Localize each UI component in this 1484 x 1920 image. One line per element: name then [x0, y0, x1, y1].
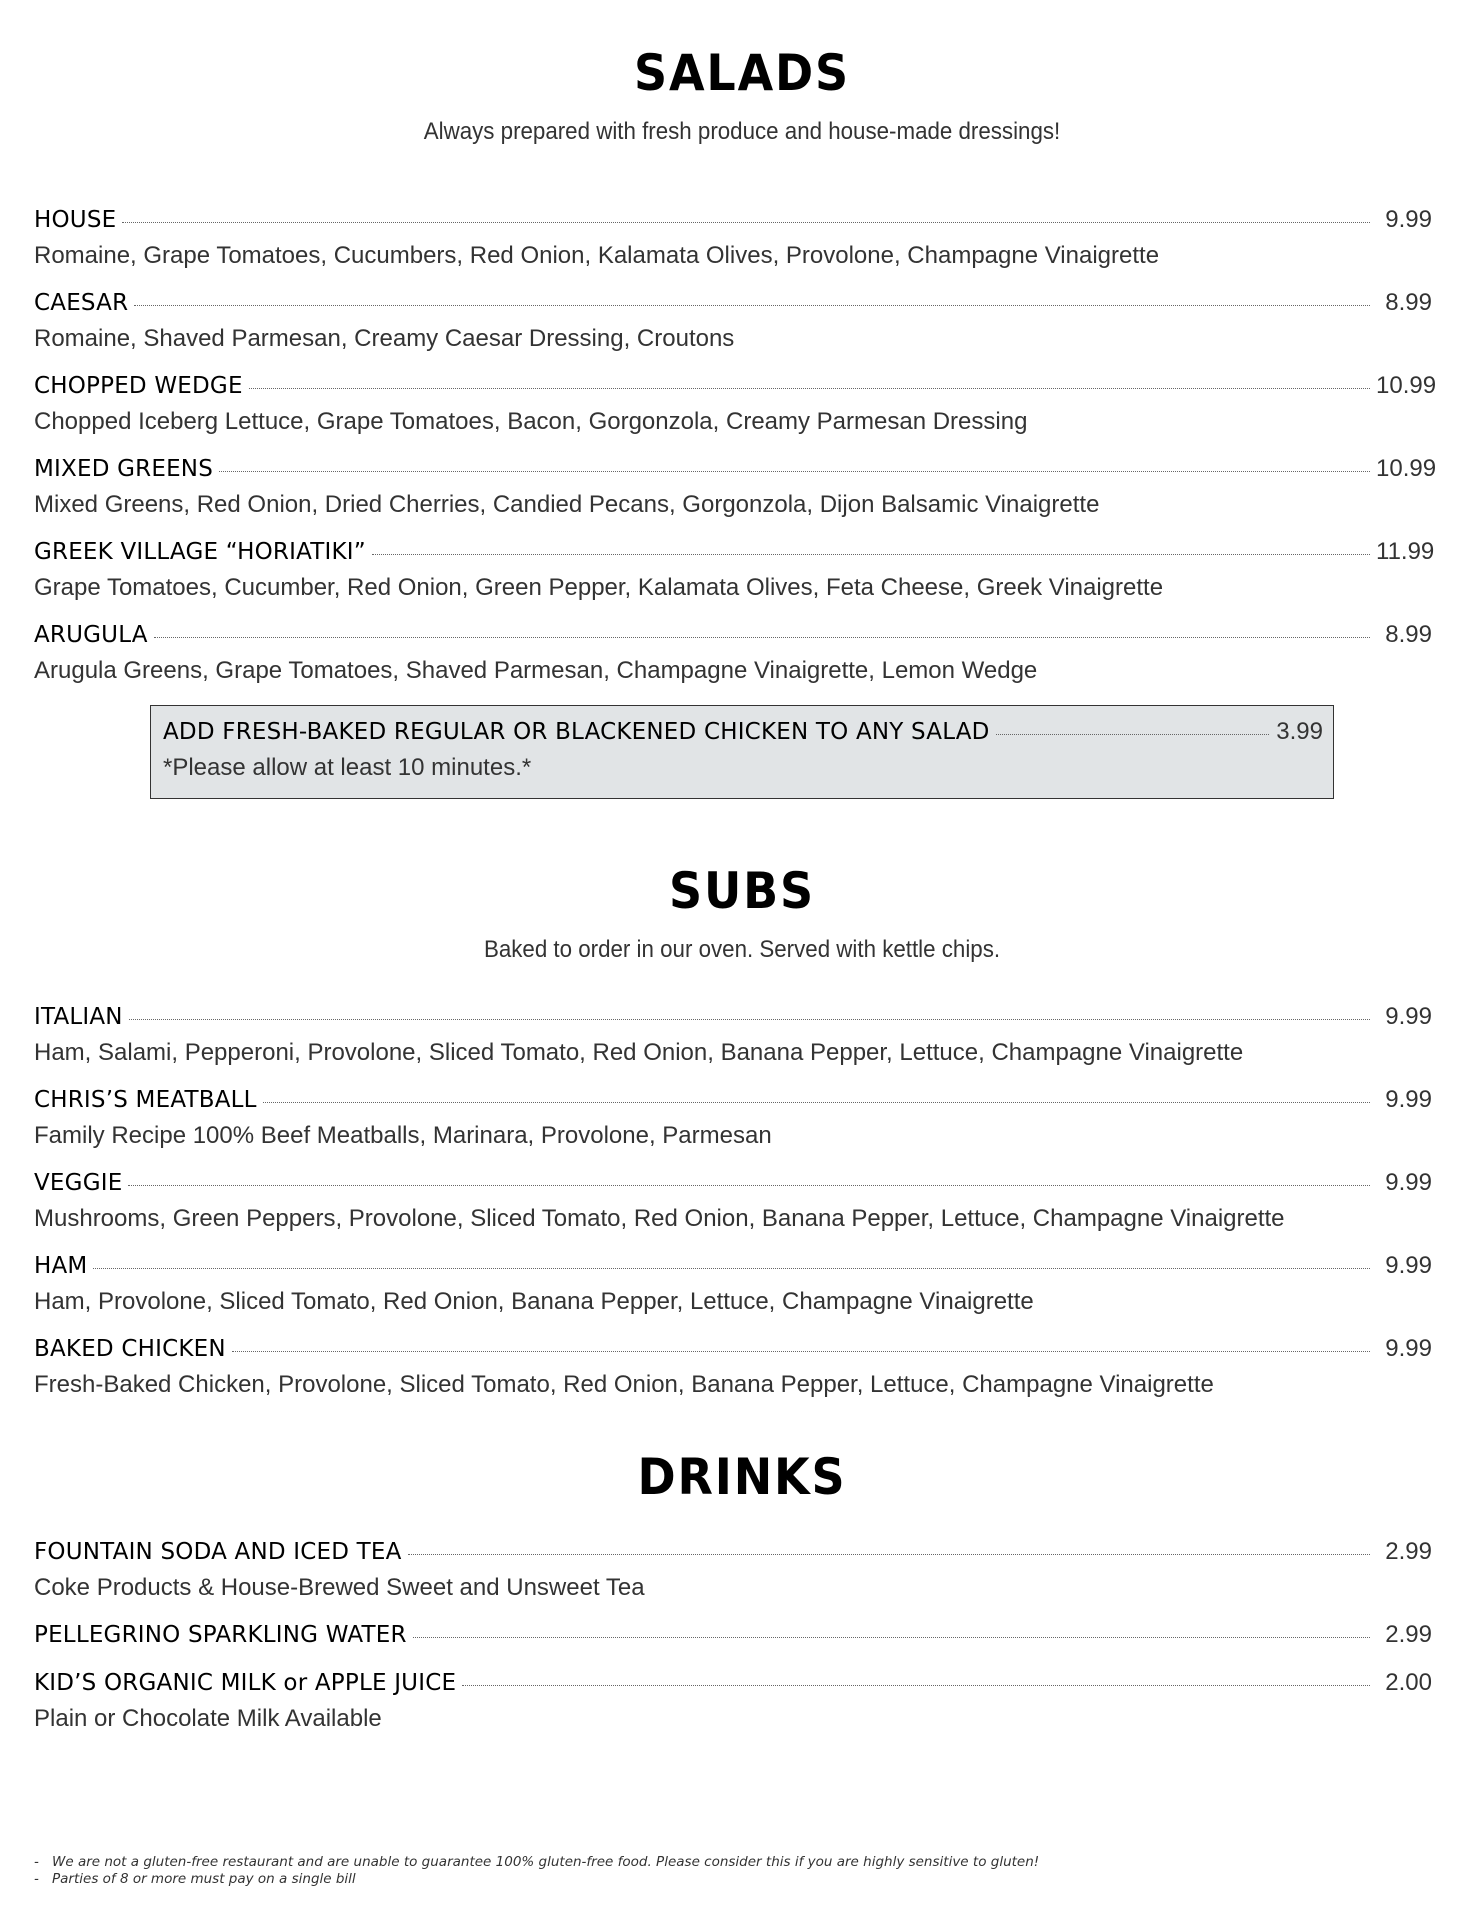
addon-name: ADD FRESH-BAKED REGULAR OR BLACKENED CHICKEN TO ANY SALAD	[163, 719, 990, 745]
dot-leader	[462, 1684, 1370, 1686]
footer-notes	[34, 1853, 1039, 1887]
item-description: Ham, Provolone, Sliced Tomato, Red Onion, Banana Pepper, Lettuce, Champagne Vinaigrette	[34, 1288, 1034, 1315]
menu-item-italian	[34, 1003, 1432, 1065]
item-name: GREEK VILLAGE “HORIATIKI”	[34, 539, 366, 565]
dot-leader	[249, 387, 1370, 389]
menu-item-greek-village	[34, 538, 1435, 601]
dot-leader	[372, 553, 1370, 555]
item-name: CHRIS’S MEATBALL	[34, 1087, 257, 1113]
item-name: MIXED GREENS	[34, 456, 214, 482]
menu-item-ham	[34, 1252, 1432, 1314]
footer-note	[34, 1870, 1039, 1887]
item-price: 11.99	[1376, 538, 1435, 565]
item-name: CAESAR	[34, 290, 129, 316]
item-price: 9.99	[1385, 1169, 1432, 1196]
bullet-mark: -	[34, 1853, 39, 1870]
item-price: 9.99	[1385, 1086, 1432, 1113]
dot-leader	[219, 470, 1370, 472]
item-price: 2.99	[1385, 1621, 1432, 1648]
item-description: Romaine, Grape Tomatoes, Cucumbers, Red Onion, Kalamata Olives, Provolone, Champagne Vinaigrette	[34, 242, 1160, 269]
item-description: Chopped Iceberg Lettuce, Grape Tomatoes, Bacon, Gorgonzola, Creamy Parmesan Dressing	[34, 408, 1028, 435]
dot-leader	[128, 1184, 1370, 1186]
menu-item-kids-milk-juice	[34, 1669, 1432, 1731]
item-description: Family Recipe 100% Beef Meatballs, Marinara, Provolone, Parmesan	[34, 1122, 772, 1149]
dot-leader	[154, 636, 1370, 638]
item-name: ARUGULA	[34, 622, 148, 648]
dot-leader	[93, 1267, 1370, 1269]
dot-leader	[263, 1101, 1370, 1103]
chicken-addon-box	[150, 705, 1334, 799]
menu-item-baked-chicken	[34, 1335, 1432, 1397]
menu-item-mixed-greens	[34, 455, 1437, 518]
menu-item-arugula	[34, 621, 1432, 683]
salads-title: SALADS	[634, 44, 850, 102]
dot-leader	[408, 1553, 1370, 1555]
addon-note: *Please allow at least 10 minutes.*	[163, 754, 532, 781]
item-price: 9.99	[1385, 1252, 1432, 1279]
menu-item-house	[34, 206, 1432, 268]
item-name: PELLEGRINO SPARKLING WATER	[34, 1622, 407, 1648]
item-description: Arugula Greens, Grape Tomatoes, Shaved Parmesan, Champagne Vinaigrette, Lemon Wedge	[34, 657, 1038, 684]
subs-title: SUBS	[668, 862, 816, 920]
subs-header	[0, 862, 1484, 963]
dot-leader	[232, 1350, 1370, 1352]
item-price: 10.99	[1376, 372, 1437, 399]
footer-note-text: We are not a gluten-free restaurant and are unable to guarantee 100% gluten-free food. Please consider this if you are highly sensitive to gluten!	[52, 1853, 1040, 1870]
menu-item-chopped-wedge	[34, 372, 1437, 435]
drinks-title: DRINKS	[637, 1448, 847, 1506]
item-description: Coke Products & House-Brewed Sweet and Unsweet Tea	[34, 1574, 645, 1601]
dot-leader	[129, 1018, 1370, 1020]
item-price: 9.99	[1385, 206, 1432, 233]
dot-leader	[122, 221, 1370, 223]
salads-subtitle: Always prepared with fresh produce and house-made dressings!	[423, 118, 1061, 145]
bullet-mark: -	[34, 1870, 39, 1887]
item-price: 8.99	[1385, 621, 1432, 648]
item-description: Romaine, Shaved Parmesan, Creamy Caesar Dressing, Croutons	[34, 325, 735, 352]
subs-subtitle: Baked to order in our oven. Served with kettle chips.	[483, 936, 1001, 963]
item-description: Fresh-Baked Chicken, Provolone, Sliced Tomato, Red Onion, Banana Pepper, Lettuce, Champagne Vinaigrette	[34, 1371, 1214, 1398]
item-name: KID’S ORGANIC MILK or APPLE JUICE	[34, 1670, 457, 1696]
item-description: Ham, Salami, Pepperoni, Provolone, Sliced Tomato, Red Onion, Banana Pepper, Lettuce, Champagne Vinaigrette	[34, 1039, 1244, 1066]
item-price: 2.00	[1385, 1669, 1432, 1696]
salads-header	[0, 44, 1484, 145]
item-name: CHOPPED WEDGE	[34, 373, 243, 399]
item-name: BAKED CHICKEN	[34, 1336, 226, 1362]
item-price: 9.99	[1385, 1335, 1432, 1362]
dot-leader	[996, 733, 1269, 735]
dot-leader	[134, 304, 1370, 306]
item-price: 2.99	[1385, 1538, 1432, 1565]
item-name: FOUNTAIN SODA AND ICED TEA	[34, 1539, 402, 1565]
menu-item-veggie	[34, 1169, 1432, 1231]
item-name: VEGGIE	[34, 1170, 123, 1196]
item-price: 8.99	[1385, 289, 1432, 316]
addon-price: 3.99	[1276, 718, 1323, 745]
menu-item-caesar	[34, 289, 1432, 351]
menu-item-pellegrino	[34, 1621, 1432, 1655]
item-price: 10.99	[1376, 455, 1437, 482]
footer-note	[34, 1853, 1039, 1870]
menu-item-chris-meatball	[34, 1086, 1432, 1148]
item-name: HAM	[34, 1253, 88, 1279]
dot-leader	[413, 1636, 1370, 1638]
menu-item-fountain-soda	[34, 1538, 1432, 1600]
item-price: 9.99	[1385, 1003, 1432, 1030]
item-description: Mushrooms, Green Peppers, Provolone, Sliced Tomato, Red Onion, Banana Pepper, Lettuce, Champagne Vinaigrette	[34, 1205, 1285, 1232]
footer-note-text: Parties of 8 or more must pay on a single bill	[52, 1870, 356, 1887]
item-name: ITALIAN	[34, 1004, 123, 1030]
item-description: Mixed Greens, Red Onion, Dried Cherries, Candied Pecans, Gorgonzola, Dijon Balsamic Vinaigrette	[34, 491, 1100, 518]
item-name: HOUSE	[34, 207, 117, 233]
item-description: Grape Tomatoes, Cucumber, Red Onion, Green Pepper, Kalamata Olives, Feta Cheese, Greek Vinaigrette	[34, 574, 1164, 601]
item-description: Plain or Chocolate Milk Available	[34, 1705, 382, 1732]
drinks-header	[0, 1448, 1484, 1506]
